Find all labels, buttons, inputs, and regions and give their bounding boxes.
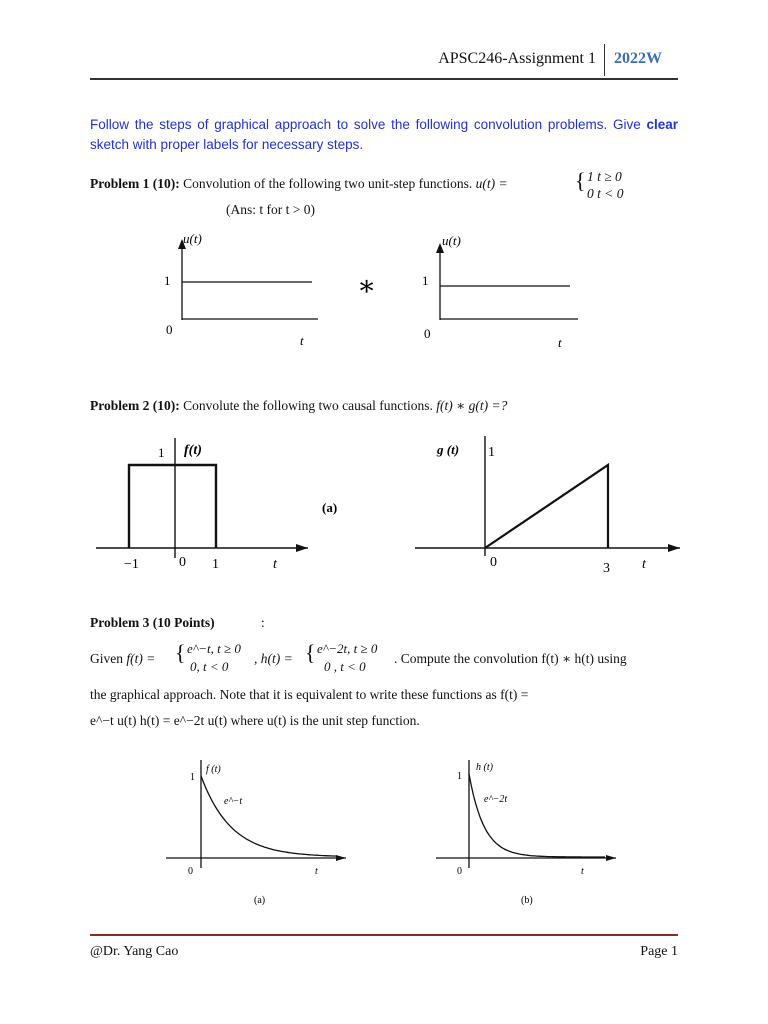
hb-curve-label: e^−2t bbox=[484, 794, 508, 805]
problem1-case2: 0 t < 0 bbox=[587, 186, 624, 201]
fa-curve-label: e^−t bbox=[224, 796, 243, 807]
instructions-text-2: sketch with proper labels for necessary steps. bbox=[90, 137, 364, 152]
problem1-text: Convolution of the following two unit-step functions. bbox=[183, 176, 473, 191]
problem2-plots bbox=[90, 430, 690, 580]
g-tick-0: 0 bbox=[490, 555, 497, 570]
g-one: 1 bbox=[488, 445, 495, 460]
problem3-h-case1: e^−2t, t ≥ 0 bbox=[317, 641, 378, 656]
instructions-bold: clear bbox=[646, 117, 678, 132]
g-ramp bbox=[485, 465, 608, 548]
problem1-case1: 1 t ≥ 0 bbox=[587, 169, 622, 184]
f-tick-neg1: −1 bbox=[124, 557, 139, 572]
problem3-colon: : bbox=[261, 615, 265, 630]
plot2-ylabel: u(t) bbox=[442, 233, 461, 248]
problem3-f-case1: e^−t, t ≥ 0 bbox=[187, 641, 241, 656]
problem3-f-case2: 0, t < 0 bbox=[190, 659, 229, 674]
header-rule bbox=[90, 78, 678, 80]
hb-caption: (b) bbox=[521, 895, 533, 906]
problem3-h-case2: 0 , t < 0 bbox=[324, 659, 366, 674]
problem1-plots bbox=[150, 225, 690, 355]
footer-page: Page 1 bbox=[640, 944, 678, 959]
convolution-operator: ∗ bbox=[357, 271, 377, 302]
g-label: g (t) bbox=[437, 442, 460, 457]
problem3-h-def: , h(t) = bbox=[254, 651, 293, 666]
g-x-arrow bbox=[668, 544, 680, 552]
problem2-expr: f(t) ∗ g(t) =? bbox=[436, 398, 508, 413]
plot1-one: 1 bbox=[164, 273, 171, 288]
hb-one: 1 bbox=[457, 771, 462, 782]
problem3-text1: . Compute the convolution f(t) ∗ h(t) using bbox=[394, 651, 627, 666]
problem2-text: Convolute the following two causal functions. bbox=[183, 398, 433, 413]
g-tick-3: 3 bbox=[603, 561, 610, 576]
fa-xlabel: t bbox=[315, 866, 318, 877]
header-title: APSC246-Assignment 1 bbox=[438, 50, 596, 67]
problem3-h-brace: { bbox=[305, 640, 316, 665]
problem1-lhs: u(t) = bbox=[475, 176, 508, 191]
g-xlabel: t bbox=[642, 557, 646, 572]
problem3-f-brace: { bbox=[175, 640, 186, 665]
header-separator bbox=[604, 44, 605, 76]
problem3-given bbox=[90, 651, 155, 667]
hb-x-arrow bbox=[606, 855, 616, 861]
hb-xlabel: t bbox=[581, 866, 584, 877]
problem3-label: Problem 3 (10 Points) bbox=[90, 615, 215, 630]
problem2-label: Problem 2 (10): bbox=[90, 398, 180, 413]
header-year: 2022W bbox=[614, 50, 662, 67]
problem3-f-def: f(t) = bbox=[126, 651, 156, 666]
problem1-brace: { bbox=[575, 168, 586, 193]
fa-caption: (a) bbox=[254, 895, 266, 906]
plot2-xlabel: t bbox=[558, 335, 562, 350]
plot1-ylabel: u(t) bbox=[183, 231, 202, 246]
problem1-statement bbox=[90, 176, 508, 192]
problem3-text2: the graphical approach. Note that it is equivalent to write these functions as f(t) = bbox=[90, 687, 529, 702]
hb-zero: 0 bbox=[457, 866, 462, 877]
problem1-answer: (Ans: t for t > 0) bbox=[226, 202, 315, 217]
hb-curve bbox=[469, 774, 605, 857]
plot2-one: 1 bbox=[422, 273, 429, 288]
f-pulse bbox=[129, 465, 216, 548]
problem1-label: Problem 1 (10): bbox=[90, 176, 180, 191]
plot1-xlabel: t bbox=[300, 333, 304, 348]
f-tick-1: 1 bbox=[212, 557, 219, 572]
plot1-zero: 0 bbox=[166, 322, 173, 337]
f-label: f(t) bbox=[184, 443, 202, 458]
problem3-given-word: Given bbox=[90, 651, 123, 666]
plot2-zero: 0 bbox=[424, 326, 431, 341]
f-xlabel: t bbox=[273, 557, 277, 572]
instructions bbox=[90, 115, 678, 155]
panel-label: (a) bbox=[322, 500, 338, 515]
instructions-text-1: Follow the steps of graphical approach to solve the following convolution problems. Give bbox=[90, 117, 641, 132]
f-one: 1 bbox=[158, 445, 165, 460]
f-x-arrow bbox=[296, 544, 308, 552]
fa-one: 1 bbox=[190, 772, 195, 783]
problem3-text3: e^−t u(t) h(t) = e^−2t u(t) where u(t) is the unit step function. bbox=[90, 713, 420, 728]
f-tick-0: 0 bbox=[179, 555, 186, 570]
fa-ylabel: f (t) bbox=[206, 764, 221, 775]
fa-zero: 0 bbox=[188, 866, 193, 877]
hb-ylabel: h (t) bbox=[476, 762, 493, 773]
fa-x-arrow bbox=[336, 855, 346, 861]
fa-curve bbox=[201, 776, 337, 856]
problem2-statement bbox=[90, 398, 507, 414]
footer-rule bbox=[90, 934, 678, 936]
problem3-plots bbox=[160, 750, 700, 915]
footer-author: @Dr. Yang Cao bbox=[90, 944, 179, 959]
